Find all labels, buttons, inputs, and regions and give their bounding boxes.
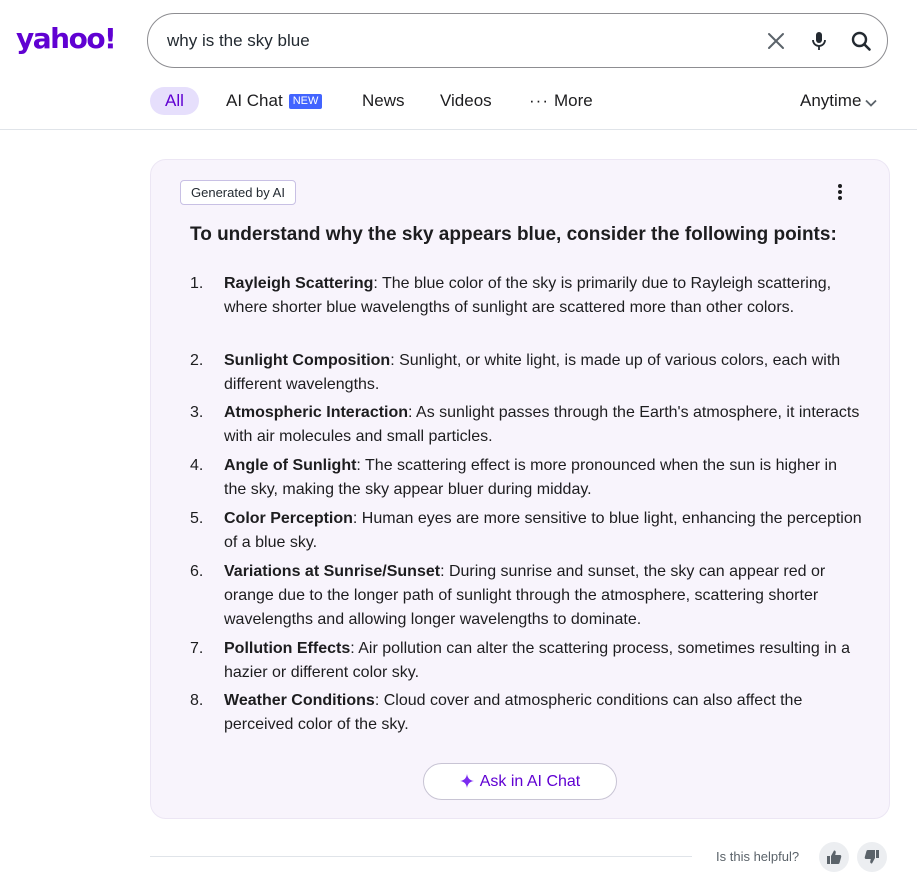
search-icon[interactable] [849,29,873,53]
list-number: 3. [190,404,204,421]
point-text: : The blue color of the sky is primarily due to Rayleigh scattering, where shorter blue wavelengths of sunlight are scattered more than other colors. [224,275,832,316]
chevron-down-icon [865,88,877,116]
more-options-icon[interactable] [832,182,848,204]
search-box [147,13,888,68]
yahoo-logo[interactable]: yahoo! [16,22,116,55]
list-number: 4. [190,457,204,474]
tab-ai-chat-label: AI Chat [226,91,283,110]
tab-more[interactable] [529,87,593,115]
list-number: 8. [190,692,204,709]
point-title: Angle of Sunlight [224,457,357,474]
list-item [190,689,862,737]
point-text: : Air pollution can alter the scattering process, sometimes resulting in a hazier or different color sky. [224,640,851,681]
list-item [190,637,862,685]
point-title: Color Perception [224,510,353,527]
sparkle-icon [460,774,474,788]
thumbs-down-icon[interactable] [857,842,887,872]
list-item [190,454,862,502]
more-dots-icon: ··· [529,91,549,110]
point-title: Pollution Effects [224,640,351,657]
thumbs-up-icon[interactable] [819,842,849,872]
list-item [190,349,862,397]
ai-answer-card [150,159,890,819]
tab-videos[interactable]: Videos [440,91,492,110]
list-number: 2. [190,352,204,369]
list-number: 7. [190,640,204,657]
list-number: 6. [190,563,204,580]
point-text: : Human eyes are more sensitive to blue light, enhancing the perception of a blue sky. [224,510,862,551]
list-item [190,272,862,320]
ask-in-ai-chat-label: Ask in AI Chat [479,773,581,790]
new-badge: NEW [289,94,323,109]
close-icon[interactable] [764,29,788,53]
time-filter-dropdown[interactable] [800,87,877,115]
point-title: Sunlight Composition [224,352,391,369]
ai-answer-heading: To understand why the sky appears blue, consider the following points: [190,224,837,245]
ask-in-ai-chat-button[interactable] [423,763,617,800]
tab-news[interactable]: News [362,91,405,110]
point-text: : As sunlight passes through the Earth's atmosphere, it interacts with air molecules and small particles. [224,404,860,445]
point-title: Rayleigh Scattering [224,275,374,292]
list-number: 5. [190,510,204,527]
point-text: : During sunrise and sunset, the sky can appear red or orange due to the longer path of sunlight through the atmosphere, scattering shorter wavelengths and allowing longer wavelengths to dominate. [224,563,826,628]
point-text: : Cloud cover and atmospheric conditions can also affect the perceived color of the sky. [224,692,803,733]
generated-by-ai-badge: Generated by AI [180,180,296,205]
microphone-icon[interactable] [807,29,831,53]
search-input[interactable] [167,28,727,54]
tab-ai-chat[interactable] [226,87,322,115]
time-filter-label: Anytime [800,91,862,110]
tab-more-label: More [553,91,593,110]
point-title: Weather Conditions [224,692,375,709]
header-divider [0,129,917,130]
feedback-divider [150,856,692,857]
point-title: Atmospheric Interaction [224,404,409,421]
feedback-prompt: Is this helpful? [716,849,800,864]
point-title: Variations at Sunrise/Sunset [224,563,441,580]
list-item [190,560,862,632]
tab-all[interactable]: All [150,87,199,115]
list-number: 1. [190,275,204,292]
point-text: : Sunlight, or white light, is made up of various colors, each with different wavelengths. [224,352,841,393]
list-item [190,401,862,449]
list-item [190,507,862,555]
point-text: : The scattering effect is more pronounced when the sun is higher in the sky, making the sky appear bluer during midday. [224,457,837,498]
